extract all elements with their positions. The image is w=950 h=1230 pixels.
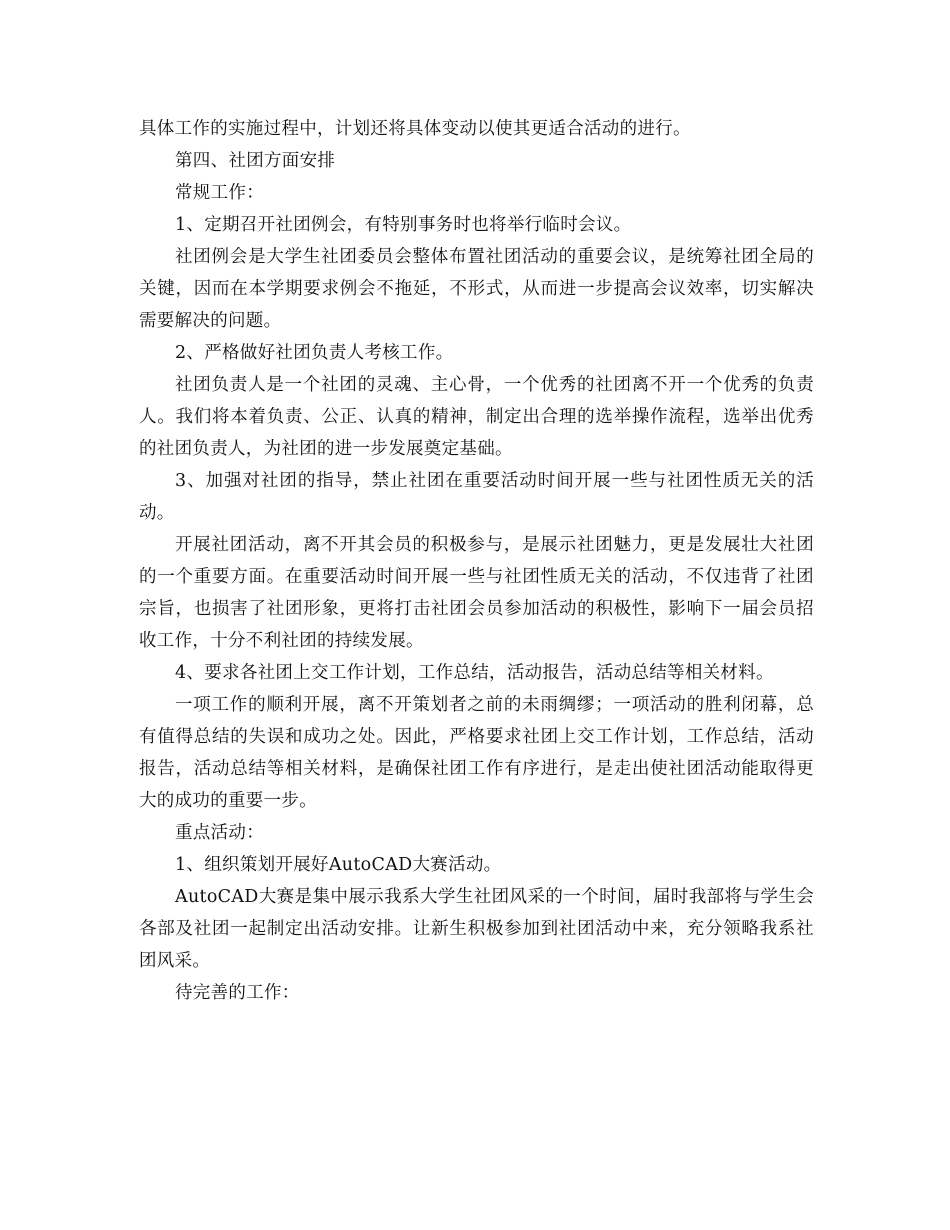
paragraph-continuation: 具体工作的实施过程中，计划还将具体变动以使其更适合活动的进行。 <box>139 119 691 139</box>
document-body <box>139 113 814 1009</box>
paragraph: AutoCAD大赛是集中展示我系大学生社团风采的一个时间，届时我部将与学生会各部及社团一起制定出活动安排。让新生积极参加到社团活动中来，充分领略我系社团风采。 <box>139 887 814 971</box>
list-item-1: 1、定期召开社团例会，有特别事务时也将举行临时会议。 <box>175 215 632 235</box>
section-heading: 第四、社团方面安排 <box>175 151 336 171</box>
paragraph: 一项工作的顺利开展，离不开策划者之前的未雨绸缪；一项活动的胜利闭幕，总有值得总结的失误和成功之处。因此，严格要求社团上交工作计划，工作总结，活动报告，活动总结等相关材料，是确保社团工作有序进行，是走出使社团活动能取得更大的成功的重要一步。 <box>139 695 814 811</box>
subheading-routine-work: 常规工作： <box>175 183 264 203</box>
subheading-key-activities: 重点活动： <box>175 823 264 843</box>
subheading-pending-work: 待完善的工作： <box>175 983 300 1003</box>
list-item-activity-1: 1、组织策划开展好AutoCAD大赛活动。 <box>175 855 502 875</box>
list-item-4: 4、要求各社团上交工作计划，工作总结，活动报告，活动总结等相关材料。 <box>175 663 774 683</box>
paragraph: 社团例会是大学生社团委员会整体布置社团活动的重要会议，是统筹社团全局的关键，因而在本学期要求例会不拖延，不形式，从而进一步提高会议效率，切实解决需要解决的问题。 <box>139 247 814 331</box>
paragraph: 开展社团活动，离不开其会员的积极参与，是展示社团魅力，更是发展壮大社团的一个重要方面。在重要活动时间开展一些与社团性质无关的活动，不仅违背了社团宗旨，也损害了社团形象，更将打击社团会员参加活动的积极性，影响下一届会员招收工作，十分不利社团的持续发展。 <box>139 535 814 651</box>
paragraph: 社团负责人是一个社团的灵魂、主心骨，一个优秀的社团离不开一个优秀的负责人。我们将本着负责、公正、认真的精神，制定出合理的选举操作流程，选举出优秀的社团负责人，为社团的进一步发展奠定基础。 <box>139 375 814 459</box>
list-item-2: 2、严格做好社团负责人考核工作。 <box>175 343 454 363</box>
list-item-3: 3、加强对社团的指导，禁止社团在重要活动时间开展一些与社团性质无关的活动。 <box>139 471 814 523</box>
